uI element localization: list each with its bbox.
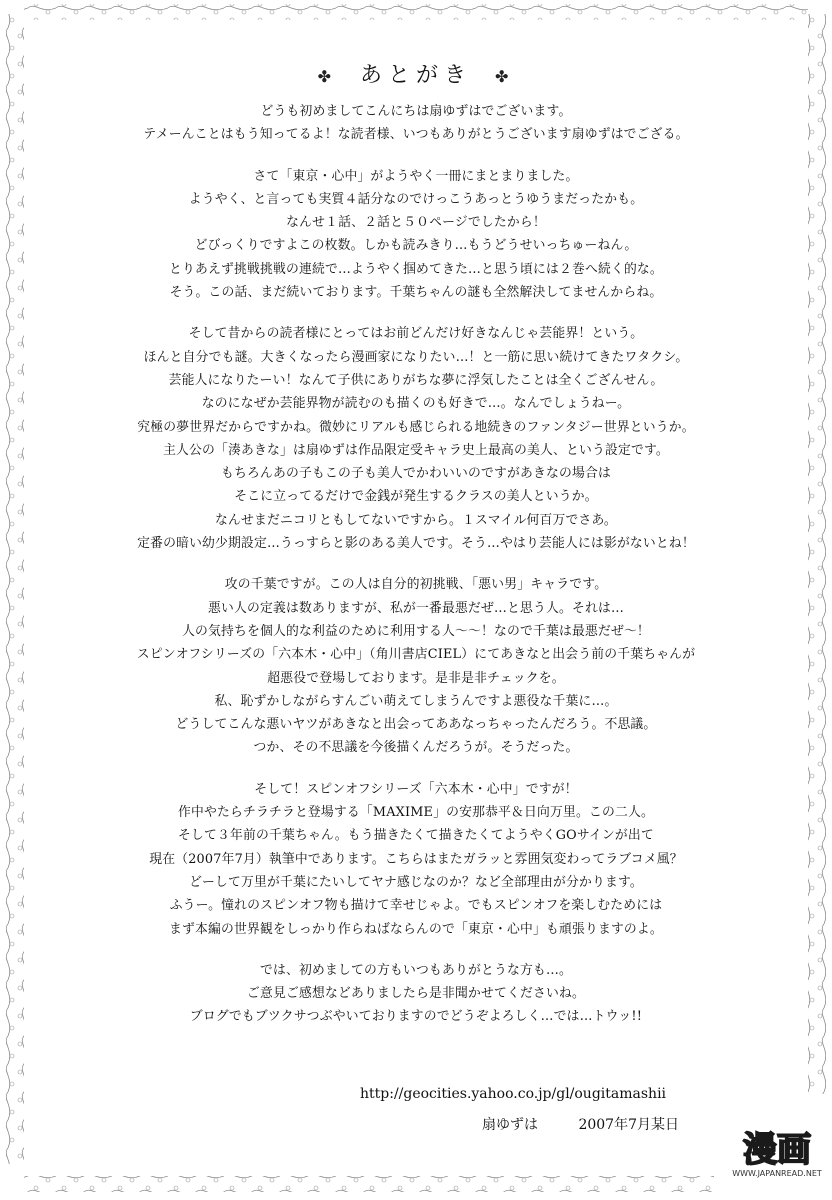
text-line: そして！スピンオフシリーズ「六本木・心中」ですが！ (254, 781, 578, 797)
text-line: ふうー。憧れのスピンオフ物も描けて幸せじゃよ。でもスピンオフを楽しむためには (169, 898, 663, 914)
title-text: あとがき (359, 63, 472, 88)
text-line: どうしてこんな悪いヤツがあきなと出会ってああなっちゃったんだろう。不思議。 (175, 717, 657, 733)
text-line: 悪い人の定義は数ありますが、私が一番最悪だぜ…と思う人。それは… (208, 600, 624, 616)
blog-url: http://geocities.yahoo.co.jp/gl/ougitamashii (360, 1086, 667, 1102)
title-ornament-left: ✤ (317, 67, 337, 86)
paragraph (60, 165, 772, 305)
text-line: そして昔からの読者様にとってはお前どんだけ好きなんじゃ芸能界！という。 (188, 326, 644, 342)
text-line: どうも初めましてこんにちは扇ゆずはでございます。 (260, 104, 572, 119)
paragraph (60, 322, 772, 555)
text-line: なんせ１話、２話と５０ページでしたから！ (286, 215, 546, 231)
title-ornament-right: ✤ (495, 67, 515, 86)
signature-author: 扇ゆずは (482, 1117, 538, 1133)
text-line: ご意見ご感想などありましたら是非聞かせてくださいね。 (247, 986, 585, 1002)
paragraph (60, 100, 772, 147)
text-line: ブログでもブツクサつぶやいておりますのでどうぞよろしく…では…トウッ!! (189, 1009, 643, 1025)
text-line: 究極の夢世界だからですかね。微妙にリアルも感じられる地続きのファンタジー世界というか。 (137, 419, 695, 435)
text-line: スピンオフシリーズの「六本木・心中」（角川書店CIEL）にてあきなと出会う前の千葉ちゃんが (136, 647, 696, 663)
text-line: とりあえず挑戦挑戦の連続で…ようやく掴めてきた…と思う頃には２巻へ続く的な。 (169, 261, 663, 277)
text-line: なのになぜか芸能界物が読むのも描くのも好きで…。なんでしょうねー。 (201, 396, 631, 412)
afterword-body (60, 100, 772, 1047)
text-line: 攻の千葉ですが。この人は自分的初挑戦、「悪い男」キャラです。 (224, 577, 608, 593)
text-line: 芸能人になりたーい！なんて子供にありがちな夢に浮気したことは全くござんせん。 (168, 372, 664, 388)
paragraph (60, 778, 772, 941)
text-line: さて「東京・心中」がようやく一冊にまとまりました。 (253, 168, 579, 184)
watermark-glyphs: 漫画 (743, 1130, 811, 1170)
text-line: まず本編の世界観をしっかり作らねばならんので「東京・心中」も頑張りますのよ。 (169, 921, 663, 937)
paragraph (60, 959, 772, 1029)
page-title (0, 58, 832, 89)
text-line: どびっくりですよこの枚数。しかも読みきり…もうどうせいっちゅーねん。 (194, 238, 638, 254)
text-line: つか、その不思議を今後描くんだろうが。そうだった。 (253, 740, 579, 756)
text-line: 私、恥ずかしながらすんごい萌えてしまうんですよ悪役な千葉に…。 (214, 693, 618, 709)
signature-date: 2007年7月某日 (578, 1117, 679, 1133)
signature (482, 1114, 715, 1134)
text-line: ようやく、と言っても実質４話分なのでけっこうあっとうゆうまだったかも。 (188, 191, 644, 207)
text-line: 作中やたらチラチラと登場する「MAXIME」の安那恭平＆日向万里。この二人。 (177, 805, 655, 821)
text-line: 定番の暗い幼少期設定…うっすらと影のある美人です。そう…やはり芸能人には影がないとね！ (137, 536, 695, 552)
text-line: 人の気持ちを個人的な利益のために利用する人〜〜！なので千葉は最悪だぜ〜！ (182, 623, 650, 639)
text-line: もちろんあの子もこの子も美人でかわいいのですがあきなの場合は (221, 466, 611, 482)
watermark-logo (732, 1122, 822, 1192)
text-line: そう。この話、まだ続いております。千葉ちゃんの謎も全然解決してませんからね。 (169, 285, 663, 301)
text-line: なんせまだニコリともしてないですから。１スマイル何百万でさあ。 (215, 512, 617, 528)
text-line: そこに立ってるだけで金銭が発生するクラスの美人というか。 (234, 489, 598, 505)
text-line: では、初めましての方もいつもありがとうな方も…。 (260, 962, 572, 978)
text-line: 主人公の「湊あきな」は扇ゆずは作品限定受キャラ史上最高の美人、という設定です。 (163, 442, 669, 458)
text-line: 現在（2007年7月）執筆中であります。こちらはまたガラッと雰囲気変わってラブコメ風？ (149, 851, 683, 867)
text-line: ほんと自分でも謎。大きくなったら漫画家になりたい…！と一筋に思い続けてきたワタクシ。 (143, 349, 689, 365)
paragraph (60, 573, 772, 759)
text-line: テメーんことはもう知ってるよ！な読者様、いつもありがとうございます扇ゆずはでござる。 (143, 127, 689, 143)
text-line: どーして万里が千葉にたいしてヤナ感じなのか？など全部理由が分かります。 (189, 874, 643, 890)
text-line: そして３年前の千葉ちゃん。もう描きたくて描きたくてようやくGOサインが出て (178, 828, 654, 844)
text-line: 超悪役で登場しております。是非是非チェックを。 (267, 670, 565, 686)
watermark-site: WWW.JAPANREAD.NET (732, 1169, 822, 1178)
